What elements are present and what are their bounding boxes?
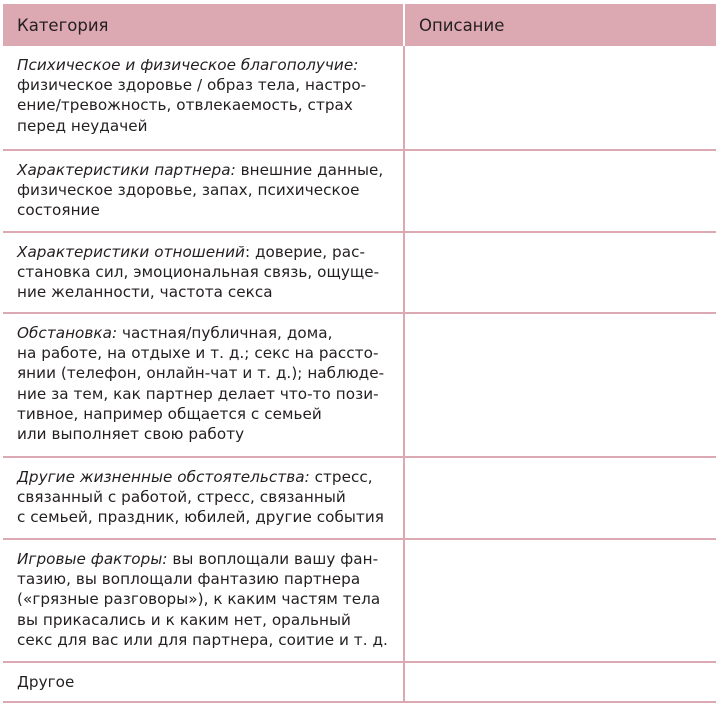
category-cell bbox=[3, 313, 404, 457]
category-details: частная/публичная, дома, на работе, на отдыхе и т. д.; секс на рассто- янии (телефон, онлайн-чат и т. д.); наблюде- ние за тем, как партнер делает что-то пози- тивное, например общается с семьей или выполняет свою работу bbox=[17, 324, 385, 444]
table-row bbox=[3, 457, 716, 539]
category-cell bbox=[3, 662, 404, 702]
category-cell bbox=[3, 150, 404, 232]
category-cell bbox=[3, 232, 404, 313]
table-row bbox=[3, 232, 716, 313]
category-details: вы воплощали вашу фан- тазию, вы воплощали фантазию партнера («грязные разговоры»), к каким частям тела вы прикасались и к каким нет, оральный секс для вас или для партнера, соитие и т. д. bbox=[17, 550, 388, 649]
table-header-row bbox=[3, 4, 716, 46]
category-details: : доверие, рас- становка сил, эмоциональная связь, ощуще- ние желанности, частота секса bbox=[17, 243, 380, 302]
header-category: Категория bbox=[3, 4, 404, 46]
category-title: Психическое и физическое благополучие: bbox=[17, 56, 359, 74]
description-cell[interactable] bbox=[404, 150, 716, 232]
category-details: внешние данные, физическое здоровье, запах, психическое состояние bbox=[17, 161, 384, 220]
category-title: Характеристики партнера: bbox=[17, 161, 236, 179]
description-cell[interactable] bbox=[404, 662, 716, 702]
category-cell bbox=[3, 46, 404, 150]
description-cell[interactable] bbox=[404, 539, 716, 662]
category-title: Другие жизненные обстоятельства: bbox=[17, 468, 310, 486]
description-cell[interactable] bbox=[404, 232, 716, 313]
description-cell[interactable] bbox=[404, 313, 716, 457]
table-row bbox=[3, 46, 716, 150]
category-title: Игровые факторы: bbox=[17, 550, 168, 568]
description-cell[interactable] bbox=[404, 46, 716, 150]
category-title: Характеристики отношений bbox=[17, 243, 245, 261]
category-details: физическое здоровье / образ тела, настро- ение/тревожность, отвлекаемость, страх перед неудачей bbox=[17, 76, 367, 135]
category-cell bbox=[3, 539, 404, 662]
table-row bbox=[3, 313, 716, 457]
header-description: Описание bbox=[404, 4, 716, 46]
category-details: Другое bbox=[17, 673, 75, 691]
category-details: стресс, связанный с работой, стресс, связанный с семьей, праздник, юбилей, другие события bbox=[17, 468, 384, 527]
worksheet-table bbox=[3, 4, 716, 703]
category-title: Обстановка: bbox=[17, 324, 118, 342]
table-row bbox=[3, 150, 716, 232]
category-cell bbox=[3, 457, 404, 539]
description-cell[interactable] bbox=[404, 457, 716, 539]
table-row bbox=[3, 662, 716, 702]
worksheet-table-container bbox=[3, 4, 716, 703]
table-row bbox=[3, 539, 716, 662]
